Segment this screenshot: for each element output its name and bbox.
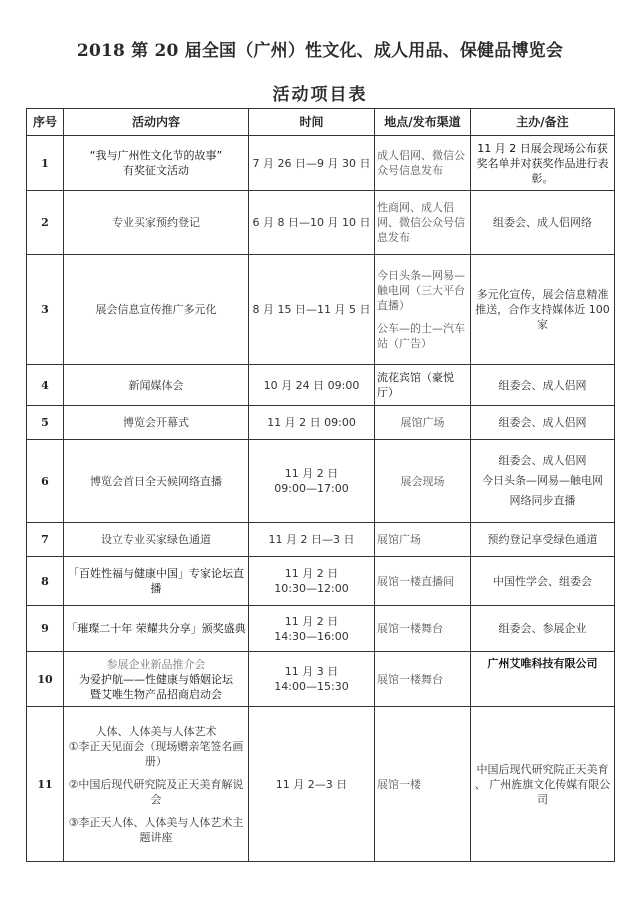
notes-line: 组委会、成人侣网 [498, 416, 587, 429]
activity-content [64, 606, 249, 652]
activity-notes [471, 440, 615, 523]
activity-content [64, 652, 249, 707]
activity-time [249, 440, 375, 523]
activity-location [375, 191, 471, 255]
activity-location [375, 440, 471, 523]
header-content: 活动内容 [64, 109, 249, 136]
activity-location [375, 406, 471, 440]
content-line: ③李正天人体、人体美与人体艺术主题讲座 [68, 815, 244, 844]
activity-content [64, 440, 249, 523]
content-line: 设立专业买家绿色通道 [101, 533, 211, 546]
location-line: 展馆一楼舞台 [377, 622, 443, 635]
location-line: 成人侣网、微信公众号信息发布 [377, 149, 465, 177]
activity-location [375, 557, 471, 606]
table-row [27, 191, 615, 255]
content-line: 展会信息宣传推广多元化 [95, 303, 217, 316]
activity-notes [471, 707, 615, 862]
document-title: 2018 第 20 届全国（广州）性文化、成人用品、保健品博览会 [76, 41, 564, 61]
row-number: 7 [27, 523, 64, 557]
table-row [27, 707, 615, 862]
activity-notes [471, 652, 615, 707]
activity-notes [471, 255, 615, 365]
time-line: 11 月 2 日 [284, 614, 339, 628]
time-line: 11 月 2 日 [284, 567, 339, 580]
location-line: 流花宾馆（豪悦厅） [377, 371, 454, 399]
activity-content [64, 365, 249, 406]
activity-content [64, 255, 249, 365]
activity-time [249, 365, 375, 406]
activity-content [64, 136, 249, 191]
activity-notes [471, 606, 615, 652]
content-line: 「璀璨二十年 荣耀共分享」颁奖盛典 [66, 622, 246, 635]
notes-line: 中国性学会、组委会 [493, 574, 592, 588]
table-row [27, 255, 615, 365]
time-line: 10:30—12:00 [274, 582, 349, 595]
row-number: 1 [27, 136, 64, 191]
activity-content [64, 557, 249, 606]
time-line: 11 月 2 日 09:00 [267, 416, 356, 429]
notes-line: 今日头条—网易—触电网 [482, 474, 603, 487]
location-line: 展馆一楼舞台 [377, 672, 443, 686]
time-line: 09:00—17:00 [274, 482, 349, 495]
activity-location [375, 606, 471, 652]
notes-line: 组委会、成人侣网 [498, 378, 587, 392]
notes-line: 中国后现代研究院正天美育 、 广州旌旗文化传媒有限公司 [474, 762, 611, 806]
location-line: 展会现场 [400, 474, 445, 488]
row-number: 8 [27, 557, 64, 606]
row-number: 6 [27, 440, 64, 523]
time-line: 7 月 26 日—9 月 30 日 [252, 156, 371, 170]
time-line: 14:30—16:00 [274, 629, 349, 643]
activity-content [64, 707, 249, 862]
activity-location [375, 652, 471, 707]
row-number: 5 [27, 406, 64, 440]
time-line: 14:00—15:30 [274, 680, 349, 693]
activity-time [249, 557, 375, 606]
time-line: 11 月 2—3 日 [275, 777, 348, 791]
activity-time [249, 255, 375, 365]
activity-notes [471, 557, 615, 606]
header-location: 地点/发布渠道 [375, 109, 471, 136]
header-no: 序号 [27, 109, 64, 136]
row-number: 4 [27, 365, 64, 406]
time-line: 8 月 15 日—11 月 5 日 [252, 303, 371, 316]
table-row [27, 136, 615, 191]
notes-line: 组委会、成人侣网 [498, 454, 587, 467]
activity-notes [471, 365, 615, 406]
notes-line: 组委会、参展企业 [498, 622, 587, 635]
table-row [27, 440, 615, 523]
activity-notes [471, 136, 615, 191]
row-number: 3 [27, 255, 64, 365]
activity-content [64, 191, 249, 255]
location-line: 性商网、成人侣网、微信公众号信息发布 [377, 201, 465, 244]
content-line: 为爱护航——性健康与婚姻论坛 [79, 672, 233, 686]
activity-location [375, 523, 471, 557]
content-line: 参展企业新品推介会 [106, 657, 206, 671]
activity-location [375, 255, 471, 365]
activity-notes [471, 523, 615, 557]
content-line: 暨艾唯生物产品招商启动会 [90, 687, 222, 701]
table-row [27, 365, 615, 406]
content-line: 有奖征文活动 [123, 164, 189, 177]
content-line: 专业买家预约登记 [112, 216, 200, 229]
location-line: 展馆广场 [400, 416, 445, 429]
activity-time [249, 136, 375, 191]
activity-time [249, 606, 375, 652]
time-line: 11 月 3 日 [284, 665, 339, 678]
table-row [27, 557, 615, 606]
activity-table [26, 108, 615, 862]
activity-content [64, 523, 249, 557]
table-row [27, 523, 615, 557]
content-line: ①李正天见面会（现场赠亲笔签名画册） [68, 739, 244, 768]
content-line: 人体、人体美与人体艺术 [95, 724, 217, 738]
notes-line: 多元化宣传，展会信息精准推送，合作支持媒体近 100 家 [475, 288, 610, 331]
activity-time [249, 707, 375, 862]
row-number: 11 [27, 707, 64, 862]
header-notes: 主办/备注 [471, 109, 615, 136]
notes-line: 预约登记享受绿色通道 [487, 533, 598, 546]
content-line: 新闻媒体会 [128, 378, 184, 392]
notes-line: 11 月 2 日展会现场公布获奖名单并对获奖作品进行表彰。 [476, 141, 609, 185]
activity-time [249, 523, 375, 557]
time-line: 10 月 24 日 09:00 [263, 378, 360, 392]
location-line: 展馆广场 [377, 533, 421, 546]
table-row [27, 406, 615, 440]
activity-content [64, 406, 249, 440]
notes-line: 组委会、成人侣网络 [493, 216, 592, 229]
table-header-row [27, 109, 615, 136]
content-line: 「百姓性福与健康中国」专家论坛直播 [68, 567, 244, 595]
activity-notes [471, 191, 615, 255]
notes-line: 网络同步直播 [509, 494, 576, 507]
location-line: 展馆一楼 [377, 777, 421, 791]
document-subtitle: 活动项目表 [272, 85, 368, 105]
location-line: 公车—的士—汽车站（广告） [377, 322, 465, 350]
activity-notes [471, 406, 615, 440]
header-time: 时间 [249, 109, 375, 136]
notes-line: 广州艾唯科技有限公司 [487, 657, 598, 670]
activity-time [249, 406, 375, 440]
location-line: 今日头条—网易—触电网（三大平台直播） [377, 269, 465, 312]
activity-location [375, 707, 471, 862]
content-line: 博览会首日全天候网络直播 [90, 474, 222, 488]
time-line: 6 月 8 日—10 月 10 日 [252, 216, 371, 229]
activity-location [375, 136, 471, 191]
content-line: 博览会开幕式 [123, 416, 189, 429]
activity-time [249, 191, 375, 255]
row-number: 9 [27, 606, 64, 652]
time-line: 11 月 2 日—3 日 [268, 533, 355, 546]
time-line: 11 月 2 日 [284, 467, 339, 480]
location-line: 展馆一楼直播间 [377, 574, 454, 588]
table-row [27, 606, 615, 652]
content-line: ②中国后现代研究院及正天美育解说会 [68, 777, 244, 806]
table-row [27, 652, 615, 707]
row-number: 2 [27, 191, 64, 255]
activity-time [249, 652, 375, 707]
activity-location [375, 365, 471, 406]
row-number: 10 [27, 652, 64, 707]
content-line: “我与广州性文化节的故事” [89, 149, 223, 162]
